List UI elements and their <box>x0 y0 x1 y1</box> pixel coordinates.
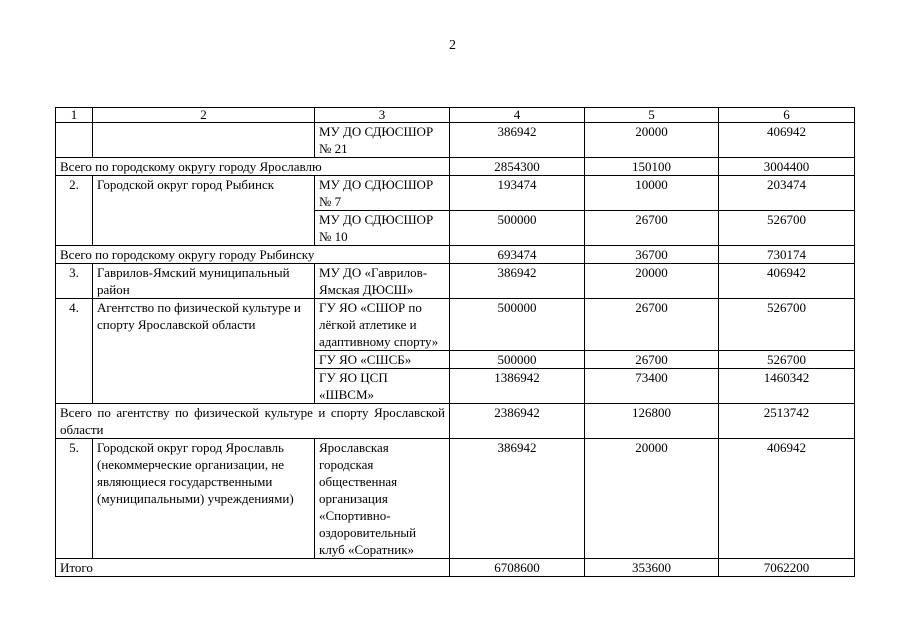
amount-col6: 526700 <box>719 299 855 351</box>
organization-cell: МУ ДО «Гаврилов-Ямская ДЮСШ» <box>315 264 450 299</box>
organization-cell: МУ ДО СДЮСШОР № 10 <box>315 211 450 246</box>
row-number-cell: 5. <box>56 439 93 559</box>
row-number-cell: 3. <box>56 264 93 299</box>
organization-cell: ГУ ЯО ЦСП «ШВСМ» <box>315 369 450 404</box>
amount-col4: 1386942 <box>450 369 585 404</box>
subtotal-label: Всего по агентству по физической культуре и спорту Ярославской области <box>56 404 450 439</box>
amount-col6: 406942 <box>719 264 855 299</box>
funding-table <box>55 107 855 577</box>
table-row <box>56 439 855 559</box>
column-header-3: 3 <box>315 108 450 123</box>
subtotal-col6: 730174 <box>719 246 855 264</box>
district-cell: Агентство по физической культуре и спорту Ярославской области <box>93 299 315 404</box>
amount-col6: 526700 <box>719 351 855 369</box>
district-cell: Городской округ город Ярославль (некоммерческие организации, не являющиеся государственными (муниципальными) учреждениями) <box>93 439 315 559</box>
table-row <box>56 123 855 158</box>
table-header-row <box>56 108 855 123</box>
subtotal-col4: 2386942 <box>450 404 585 439</box>
subtotal-col5: 126800 <box>585 404 719 439</box>
amount-col5: 73400 <box>585 369 719 404</box>
amount-col4: 386942 <box>450 123 585 158</box>
page-number: 2 <box>449 38 456 53</box>
amount-col5: 20000 <box>585 264 719 299</box>
amount-col5: 26700 <box>585 351 719 369</box>
amount-col6: 406942 <box>719 439 855 559</box>
subtotal-row-yaroslavl <box>56 158 855 176</box>
amount-col4: 500000 <box>450 351 585 369</box>
total-col6: 7062200 <box>719 559 855 577</box>
amount-col6: 406942 <box>719 123 855 158</box>
subtotal-col4: 693474 <box>450 246 585 264</box>
subtotal-label: Всего по городскому округу городу Рыбинску <box>56 246 450 264</box>
organization-cell: МУ ДО СДЮСШОР № 21 <box>315 123 450 158</box>
district-cell: Городской округ город Рыбинск <box>93 176 315 246</box>
subtotal-row-agency <box>56 404 855 439</box>
organization-cell: Ярославская городская общественная организация «Спортивно-оздоровительный клуб «Соратник» <box>315 439 450 559</box>
table-row <box>56 299 855 351</box>
column-header-1: 1 <box>56 108 93 123</box>
subtotal-col6: 2513742 <box>719 404 855 439</box>
table-row <box>56 176 855 211</box>
column-header-4: 4 <box>450 108 585 123</box>
table-row <box>56 264 855 299</box>
amount-col6: 203474 <box>719 176 855 211</box>
amount-col4: 500000 <box>450 299 585 351</box>
amount-col5: 26700 <box>585 211 719 246</box>
organization-cell: МУ ДО СДЮСШОР № 7 <box>315 176 450 211</box>
amount-col5: 10000 <box>585 176 719 211</box>
amount-col5: 20000 <box>585 123 719 158</box>
organization-cell: ГУ ЯО «СШСБ» <box>315 351 450 369</box>
row-number-cell <box>56 123 93 158</box>
amount-col5: 26700 <box>585 299 719 351</box>
total-row <box>56 559 855 577</box>
amount-col4: 500000 <box>450 211 585 246</box>
row-number-cell: 2. <box>56 176 93 246</box>
district-cell <box>93 123 315 158</box>
amount-col4: 386942 <box>450 264 585 299</box>
column-header-6: 6 <box>719 108 855 123</box>
district-cell: Гаврилов-Ямский муниципальный район <box>93 264 315 299</box>
subtotal-col6: 3004400 <box>719 158 855 176</box>
column-header-5: 5 <box>585 108 719 123</box>
amount-col5: 20000 <box>585 439 719 559</box>
amount-col4: 386942 <box>450 439 585 559</box>
amount-col6: 1460342 <box>719 369 855 404</box>
subtotal-label: Всего по городскому округу городу Ярославлю <box>56 158 450 176</box>
subtotal-col4: 2854300 <box>450 158 585 176</box>
organization-cell: ГУ ЯО «СШОР по лёгкой атлетике и адаптивному спорту» <box>315 299 450 351</box>
total-col5: 353600 <box>585 559 719 577</box>
amount-col4: 193474 <box>450 176 585 211</box>
subtotal-col5: 36700 <box>585 246 719 264</box>
column-header-2: 2 <box>93 108 315 123</box>
total-label: Итого <box>56 559 450 577</box>
subtotal-col5: 150100 <box>585 158 719 176</box>
amount-col6: 526700 <box>719 211 855 246</box>
total-col4: 6708600 <box>450 559 585 577</box>
subtotal-row-rybinsk <box>56 246 855 264</box>
row-number-cell: 4. <box>56 299 93 404</box>
